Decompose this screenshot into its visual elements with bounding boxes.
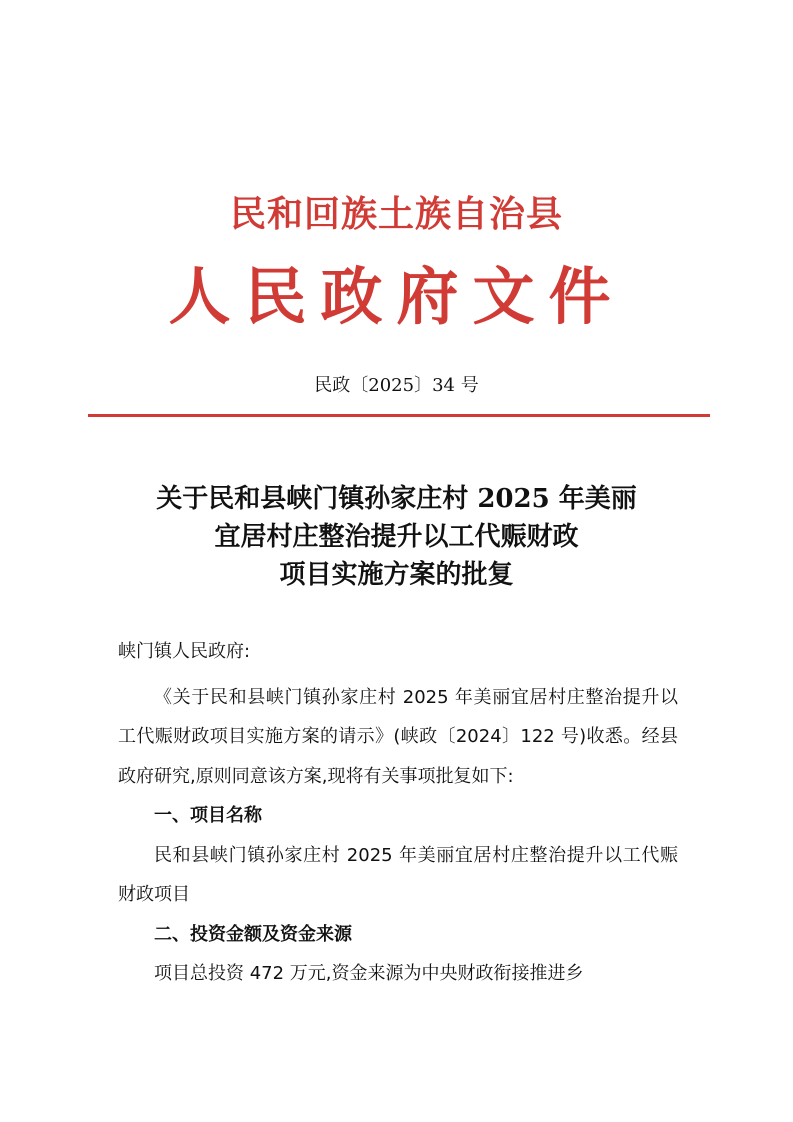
document-title — [60, 480, 733, 594]
title-line-2: 宜居村庄整治提升以工代赈财政 — [214, 522, 579, 552]
title-line-1: 关于民和县峡门镇孙家庄村 2025 年美丽 — [156, 484, 637, 514]
section-heading-investment: 二、投资金额及资金来源 — [154, 923, 352, 945]
investment-paragraph: 项目总投资 472 万元,资金来源为中央财政衔接推进乡 — [154, 963, 584, 984]
project-name-paragraph: 民和县峡门镇孙家庄村 2025 年美丽宜居村庄整治提升以工代赈财政项目 — [118, 844, 678, 905]
issuer-name: 民和回族土族自治县 — [229, 193, 563, 235]
title-line-3: 项目实施方案的批复 — [279, 560, 514, 590]
red-separator-line — [88, 414, 710, 417]
salutation: 峡门镇人民政府: — [118, 641, 251, 662]
section-heading-project-name: 一、项目名称 — [154, 805, 262, 826]
intro-paragraph: 《关于民和县峡门镇孙家庄村 2025 年美丽宜居村庄整治提升以工代赈财政项目实施方案的请示》(峡政〔2024〕122 号)收悉。经县政府研究,原则同意该方案,现将有关事项批复如下: — [118, 686, 678, 787]
document-number: 民政〔2025〕34 号 — [314, 375, 479, 396]
document-body — [118, 632, 678, 994]
document-type-title: 人民政府文件 — [168, 260, 625, 333]
